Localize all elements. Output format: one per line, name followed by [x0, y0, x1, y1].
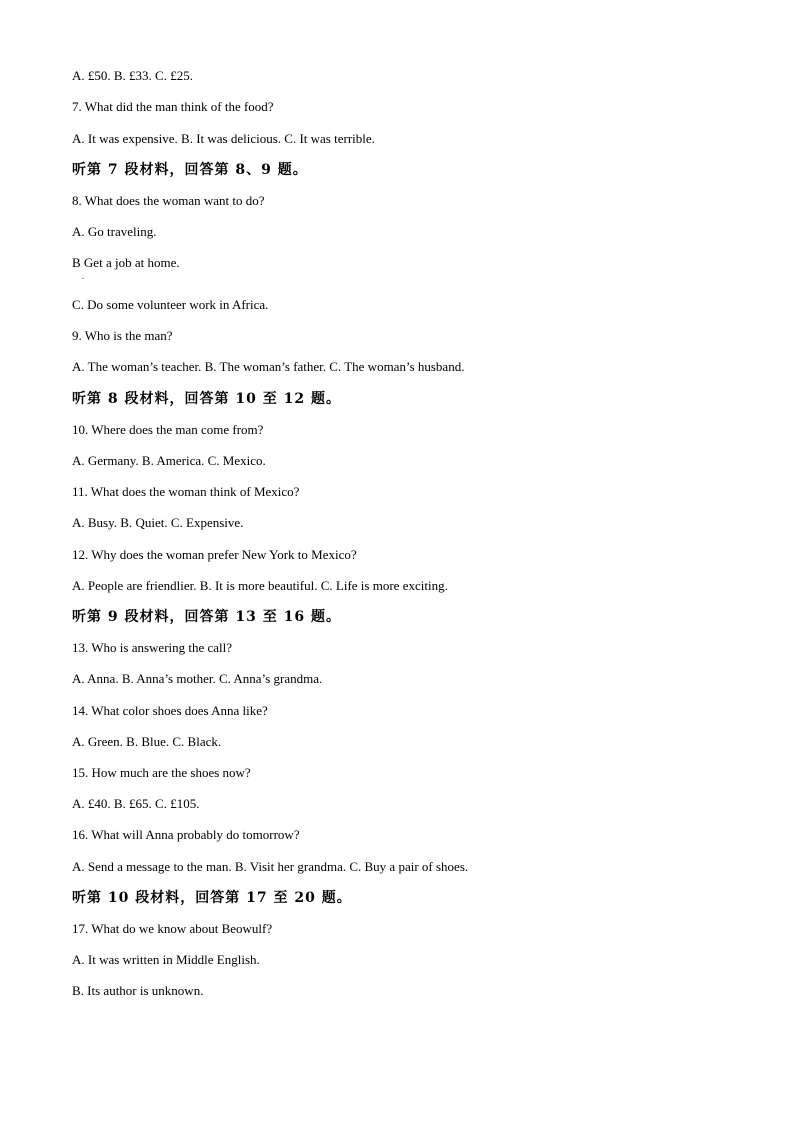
section-heading: 听第 9 段材料，回答第 13 至 16 题。 [72, 609, 341, 625]
question-9: 9. Who is the man? [72, 328, 173, 343]
section-heading: 听第 7 段材料，回答第 8、9 题。 [72, 162, 308, 178]
question-11: 11. What does the woman think of Mexico? [72, 484, 300, 499]
question-16: 16. What will Anna probably do tomorrow? [72, 827, 300, 842]
option-line: A. Busy. B. Quiet. C. Expensive. [72, 515, 244, 530]
option-line: C. Do some volunteer work in Africa. [72, 297, 269, 312]
option-line: A. Germany. B. America. C. Mexico. [72, 453, 266, 468]
option-line: A. It was written in Middle English. [72, 952, 260, 967]
stray-dot-mark: . [82, 272, 84, 281]
question-10: 10. Where does the man come from? [72, 422, 264, 437]
section-heading: 听第 8 段材料，回答第 10 至 12 题。 [72, 391, 341, 407]
question-8: 8. What does the woman want to do? [72, 193, 265, 208]
question-7: 7. What did the man think of the food? [72, 99, 274, 114]
option-line: A. It was expensive. B. It was delicious. C. It was terrible. [72, 131, 375, 146]
option-line: A. Go traveling. [72, 224, 157, 239]
option-line: A. The woman’s teacher. B. The woman’s father. C. The woman’s husband. [72, 359, 465, 374]
question-15: 15. How much are the shoes now? [72, 765, 251, 780]
option-line: A. Anna. B. Anna’s mother. C. Anna’s grandma. [72, 671, 323, 686]
option-line: A. £50. B. £33. C. £25. [72, 68, 193, 83]
option-line: B Get a job at home. [72, 255, 180, 270]
option-line: A. People are friendlier. B. It is more beautiful. C. Life is more exciting. [72, 578, 448, 593]
question-13: 13. Who is answering the call? [72, 640, 233, 655]
section-heading: 听第 10 段材料，回答第 17 至 20 题。 [72, 890, 352, 906]
question-17: 17. What do we know about Beowulf? [72, 921, 273, 936]
option-line: A. Send a message to the man. B. Visit her grandma. C. Buy a pair of shoes. [72, 859, 469, 874]
option-line: A. Green. B. Blue. C. Black. [72, 734, 222, 749]
question-12: 12. Why does the woman prefer New York to Mexico? [72, 547, 357, 562]
option-line: A. £40. B. £65. C. £105. [72, 796, 200, 811]
option-line: B. Its author is unknown. [72, 983, 204, 998]
question-14: 14. What color shoes does Anna like? [72, 703, 268, 718]
